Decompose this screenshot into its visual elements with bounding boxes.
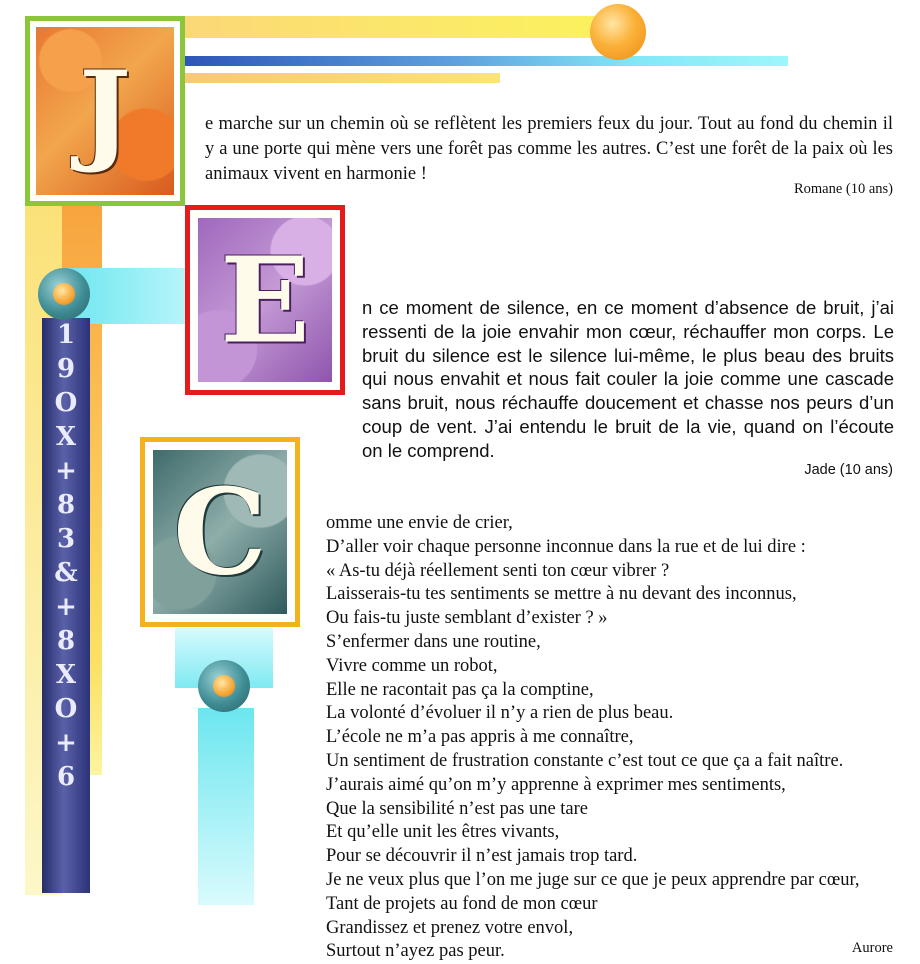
poem-line: Laisserais-tu tes sentiments se mettre à nu devant des inconnus, xyxy=(326,584,797,605)
decorative-bar-yellow xyxy=(182,16,614,38)
author-romane: Romane (10 ans) xyxy=(793,181,893,197)
poem-line: Pour se découvrir il n’est jamais trop tard. xyxy=(326,846,638,867)
decorative-bar-cyan-lower xyxy=(198,708,254,905)
decorative-orb-teal-lower xyxy=(198,660,250,712)
decorative-orb-teal-upper xyxy=(38,268,90,320)
dropcap-letter-c: C xyxy=(173,462,267,602)
poem-line: S’enfermer dans une routine, xyxy=(326,631,541,652)
poem-line: Tant de projets au fond de mon cœur xyxy=(326,893,598,914)
poem-line: L’école ne m’a pas appris à me connaître, xyxy=(326,727,634,748)
poem-line: D’aller voir chaque personne inconnue dans la rue et de lui dire : xyxy=(326,536,806,557)
dropcap-letter-e: E xyxy=(220,230,310,370)
poem-line: Je ne veux plus que l’on me juge sur ce que je peux apprendre par cœur, xyxy=(326,869,860,890)
dropcap-tile-j xyxy=(36,27,174,195)
letter-totem-glyphs: 1 9 O X + 8 3 & + 8 X O + 6 xyxy=(54,320,78,792)
decorative-orb-orange xyxy=(590,4,646,60)
decorative-bar-blue xyxy=(182,56,788,66)
author-aurore: Aurore xyxy=(851,940,893,956)
poem-line: « As-tu déjà réellement senti ton cœur vibrer ? xyxy=(326,560,670,581)
poem-line: Elle ne racontait pas ça la comptine, xyxy=(326,679,594,700)
poem-line: Ou fais-tu juste semblant d’exister ? » xyxy=(326,608,608,629)
text-romane: e marche sur un chemin où se reflètent les premiers feux du jour. Tout au fond du chemin il y a une porte qui mène vers une forêt pas comme les autres. C’est une forêt de la paix où les animaux vivent en harmonie ! xyxy=(205,114,893,184)
dropcap-tile-e xyxy=(198,218,332,382)
poem-line: La volonté d’évoluer il n’y a rien de plus beau. xyxy=(326,703,674,724)
poem-line: Que la sensibilité n’est pas une tare xyxy=(326,798,588,819)
dropcap-frame-c xyxy=(140,437,300,627)
poem-line: omme une envie de crier, xyxy=(326,513,513,533)
dropcap-frame-j xyxy=(25,16,185,206)
poem-aurore xyxy=(326,512,906,964)
poem-line: Et qu’elle unit les êtres vivants, xyxy=(326,822,560,843)
author-jade: Jade (10 ans) xyxy=(804,462,893,478)
poem-line: Grandissez et prenez votre envol, xyxy=(326,917,574,938)
poem-line: Vivre comme un robot, xyxy=(326,655,498,676)
decorative-bar-orange xyxy=(182,73,500,83)
text-jade: n ce moment de silence, en ce moment d’absence de bruit, j’ai ressenti de la joie envahir mon cœur, réchauffer mon corps. Le bruit du silence est le silence lui-même, le plus beau des bruits qui nous envahit et nous fait couler la joie comme une cascade sans bruit, nous réchauffe doucement et chasse nos peurs d’un coup de vent. J’ai entendu le bruit de la vie, quand on l’écoute on le comprend. xyxy=(362,297,894,461)
poem-line: Un sentiment de frustration constante c’est tout ce que ça a fait naître. xyxy=(326,750,844,771)
dropcap-tile-c xyxy=(153,450,287,614)
dropcap-letter-j: J xyxy=(78,46,132,176)
dropcap-frame-e xyxy=(185,205,345,395)
poem-line: J’aurais aimé qu’on m’y apprenne à exprimer mes sentiments, xyxy=(326,774,786,795)
poem-line: Surtout n’ayez pas peur. xyxy=(326,941,505,962)
